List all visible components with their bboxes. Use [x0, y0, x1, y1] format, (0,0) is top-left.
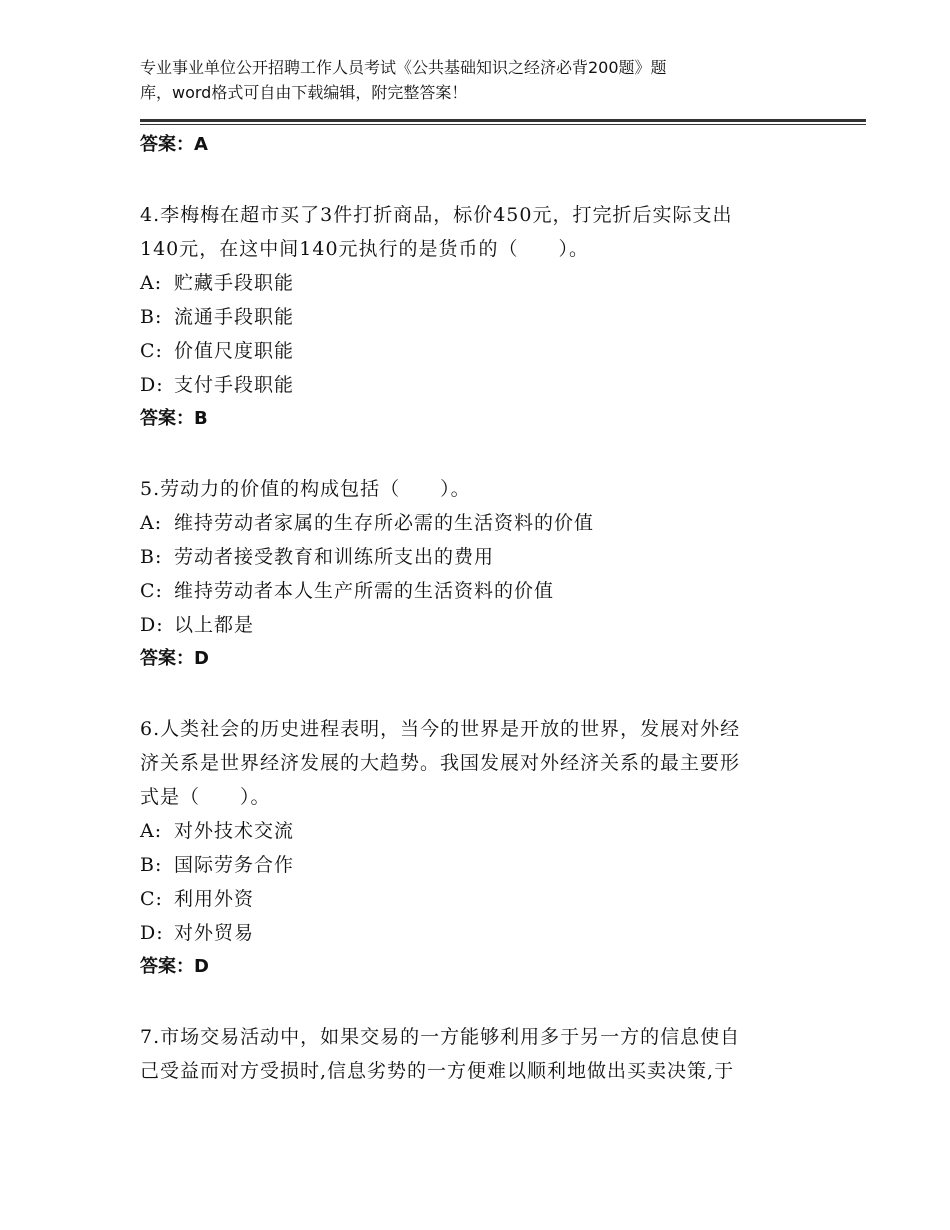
question-5-option-c — [140, 574, 830, 608]
question-5-stem-line-1: 5.劳动力的价值的构成包括（ ）。 — [140, 478, 471, 500]
answer-q6: 答案：D — [140, 956, 209, 977]
option-letter: A: — [140, 512, 163, 534]
answer-q5: 答案：D — [140, 648, 209, 669]
option-text: 对外技术交流 — [174, 820, 295, 842]
header-title-line-2: 库，word格式可自由下载编辑，附完整答案！ — [140, 83, 468, 102]
option-letter: B: — [140, 546, 163, 568]
option-letter: B: — [140, 306, 163, 328]
option-text: 维持劳动者本人生产所需的生活资料的价值 — [174, 580, 555, 602]
option-letter: D: — [140, 922, 164, 944]
question-4-stem-line-2: 140元，在这中间140元执行的是货币的（ ）。 — [140, 238, 590, 260]
question-6-stem-line-1: 6.人类社会的历史进程表明，当今的世界是开放的世界，发展对外经 — [140, 718, 741, 740]
option-text: 流通手段职能 — [174, 306, 295, 328]
document-body — [140, 128, 830, 1088]
question-5 — [140, 472, 830, 676]
option-text: 贮藏手段职能 — [174, 272, 295, 294]
question-6-stem-line-3: 式是（ ）。 — [140, 786, 271, 808]
question-6-option-a — [140, 814, 830, 848]
option-text: 维持劳动者家属的生存所必需的生活资料的价值 — [174, 512, 595, 534]
answer-q3: 答案：A — [140, 134, 208, 155]
question-7-stem — [140, 1020, 830, 1088]
option-letter: D: — [140, 374, 164, 396]
question-6-option-d — [140, 916, 830, 950]
option-text: 以上都是 — [174, 614, 255, 636]
question-4-option-d — [140, 368, 830, 402]
option-text: 劳动者接受教育和训练所支出的费用 — [174, 546, 495, 568]
question-4-option-a — [140, 266, 830, 300]
question-4-stem — [140, 198, 830, 266]
option-letter: A: — [140, 272, 163, 294]
question-6-option-c — [140, 882, 830, 916]
option-text: 国际劳务合作 — [174, 854, 295, 876]
answer-q4: 答案：B — [140, 408, 208, 429]
question-7-stem-line-2: 己受益而对方受损时,信息劣势的一方便难以顺利地做出买卖决策,于 — [140, 1060, 735, 1082]
question-4-option-c — [140, 334, 830, 368]
header-divider-thin — [140, 124, 866, 125]
question-6 — [140, 712, 830, 984]
question-6-stem — [140, 712, 830, 814]
option-letter: C: — [140, 580, 163, 602]
question-5-stem — [140, 472, 830, 506]
option-text: 价值尺度职能 — [174, 340, 295, 362]
question-7-stem-line-1: 7.市场交易活动中，如果交易的一方能够利用多于另一方的信息使自 — [140, 1026, 741, 1048]
option-letter: C: — [140, 340, 163, 362]
option-text: 利用外资 — [174, 888, 255, 910]
option-text: 支付手段职能 — [174, 374, 295, 396]
question-5-option-d — [140, 608, 830, 642]
question-5-option-a — [140, 506, 830, 540]
option-text: 对外贸易 — [174, 922, 255, 944]
question-4-option-b — [140, 300, 830, 334]
question-4-stem-line-1: 4.李梅梅在超市买了3件打折商品，标价450元，打完折后实际支出 — [140, 204, 733, 226]
question-4 — [140, 198, 830, 436]
question-7 — [140, 1020, 830, 1088]
option-letter: C: — [140, 888, 163, 910]
option-letter: A: — [140, 820, 163, 842]
header-divider-thick — [140, 119, 866, 122]
question-6-option-b — [140, 848, 830, 882]
question-6-stem-line-2: 济关系是世界经济发展的大趋势。我国发展对外经济关系的最主要形 — [140, 752, 741, 774]
option-letter: B: — [140, 854, 163, 876]
question-5-option-b — [140, 540, 830, 574]
document-header — [140, 55, 780, 105]
header-title-line-1: 专业事业单位公开招聘工作人员考试《公共基础知识之经济必背200题》题 — [140, 58, 667, 77]
option-letter: D: — [140, 614, 164, 636]
